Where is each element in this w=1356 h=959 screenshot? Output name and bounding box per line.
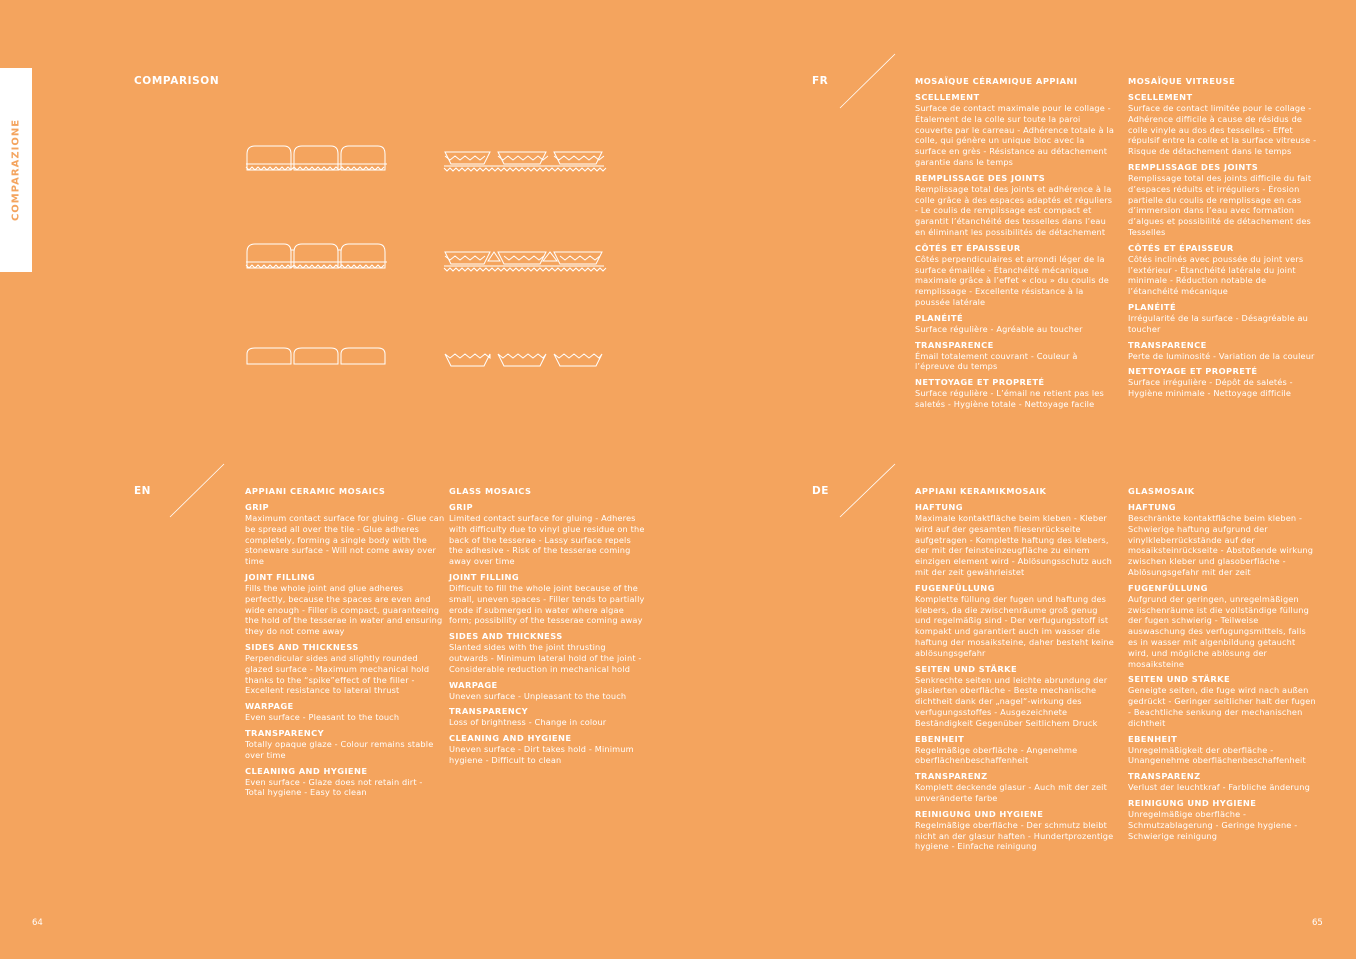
section-text: Surface régulière - Agréable au toucher (915, 323, 1083, 334)
section-heading: SEITEN UND STÄRKE (1128, 674, 1231, 685)
section-text: Loss of brightness - Change in colour (449, 717, 607, 728)
section-text: Irrégularité de la surface - Désagréable au toucher (1128, 312, 1309, 334)
section-heading: SEITEN UND STÄRKE (915, 663, 1018, 674)
page-heading: COMPARISON (134, 75, 220, 87)
ceramic-tiles-glued-diagram (246, 146, 387, 170)
section-text: Even surface - Pleasant to the touch (245, 712, 400, 723)
section-heading: EBENHEIT (915, 733, 965, 744)
section-text: Komplett deckende glasur - Auch mit der zeit unveränderte farbe (915, 782, 1107, 803)
section-heading: SIDES AND THICKNESS (245, 641, 359, 652)
section-text: Maximale kontaktfläche beim kleben - Kleber wird auf der gesamten fliesenrückseite aufgetragen - Komplette haftung des klebers, der mit der feinsteinzeugfläche zu einem einzigen element wird - Ablösungsschutz auch mit der zeit gewährleistet (915, 513, 1112, 577)
section-text: Geneigte seiten, die fuge wird nach außen gedrückt - Geringer seitlicher halt der fugen - Beachtliche senkung der mechanischen dichtheit (1128, 685, 1316, 728)
section-heading: TRANSPARENCY (245, 727, 325, 738)
section-text: Limited contact surface for gluing - Adheres with difficulty due to vinyl glue residue on the back of the tesserae - Lassy surface repels the adhesive - Risk of the tesserae coming away over time (449, 513, 645, 567)
section-text: Surface irrégulière - Dépôt de saletés - Hygiène minimale - Nettoyage difficile (1128, 377, 1293, 399)
lang-label-fr: FR (812, 75, 829, 87)
section-heading: WARPAGE (449, 679, 498, 690)
section-heading: GRIP (449, 502, 473, 512)
lang-label-en: EN (134, 485, 151, 497)
column-title: MOSAÏQUE CÉRAMIQUE APPIANI (915, 76, 1078, 86)
section-text: Remplissage total des joints et adhérence à la colle grâce à des espaces adaptés et réguliers - Le coulis de remplissage est compact et garantit l’étanchéité des tesselles dans l’eau en éliminant les possibilités de détachement (915, 183, 1113, 237)
fr-ceramic-column (915, 76, 1115, 415)
glass-tiles-joint-diagram (444, 252, 606, 271)
section-heading: TRANSPARENCY (449, 706, 529, 717)
section-text: Perpendicular sides and slightly rounded glazed surface - Maximum mechanical hold thanks to the “spike”effect of the filler - Excellent resistance to lateral thrust (245, 652, 430, 696)
section-text: Regelmäßige oberfläche - Der schmutz bleibt nicht an der glasur haften - Hundertprozentige hygiene - Einfache reinigung (915, 819, 1114, 852)
side-tab (0, 68, 32, 272)
section-text: Fills the whole joint and glue adheres perfectly, because the spaces are even and wide enough - Filler is compact, guaranteeing the hold of the tesserae in water and ensuring they do not come away (245, 582, 443, 637)
en-ceramic-column (245, 486, 445, 803)
section-text: Maximum contact surface for gluing - Glue can be spread all over the tile - Glue adheres completely, forming a single body with the stoneware surface - Will not come away over time (245, 513, 445, 567)
section-heading: PLANÉITÉ (915, 312, 964, 323)
column-title: APPIANI CERAMIC MOSAICS (245, 486, 386, 496)
section-text: Even surface - Glaze does not retain dirt - Total hygiene - Easy to clean (245, 776, 423, 798)
section-heading: NETTOYAGE ET PROPRETÉ (915, 377, 1045, 388)
section-heading: WARPAGE (245, 701, 294, 712)
section-heading: GRIP (245, 502, 269, 512)
column-title: GLASMOSAIK (1128, 486, 1195, 496)
section-heading: PLANÉITÉ (1128, 301, 1177, 312)
section-heading: FUGENFÜLLUNG (915, 582, 995, 593)
de-divider-line (838, 462, 898, 522)
section-heading: REMPLISSAGE DES JOINTS (915, 172, 1046, 183)
section-text: Difficult to fill the whole joint because of the small, uneven spaces - Filler tends to partially erode if submerged in water where algae form; possibility of the tesserae coming away (449, 582, 645, 626)
section-text: Perte de luminosité - Variation de la couleur (1128, 350, 1315, 361)
ceramic-tiles-surface-diagram (247, 348, 385, 364)
lang-label-de: DE (812, 485, 829, 497)
section-text: Côtés perpendiculaires et arrondi léger de la surface émaillée - Étanchéité mécanique maximale grâce à l’effet « clou » du coulis de remplissage - Excellente résistance à la poussée latérale (915, 253, 1109, 307)
section-heading: TRANSPARENCE (915, 339, 994, 350)
section-text: Émail totalement couvrant - Couleur à l’épreuve du temps (915, 350, 1078, 372)
glass-tiles-glued-diagram (444, 152, 606, 171)
column-title: APPIANI KERAMIKMOSAIK (915, 486, 1047, 496)
page-number-left: 64 (32, 918, 43, 928)
en-glass-column (449, 486, 645, 771)
section-heading: REINIGUNG UND HYGIENE (1128, 797, 1257, 808)
section-heading: NETTOYAGE ET PROPRETÉ (1128, 366, 1258, 377)
section-text: Beschränkte kontaktfläche beim kleben - Schwierige haftung aufgrund der vinylkleberrückstände auf der mosaiksteinrückseite - Abstoßende wirkung zwischen kleber und glasoberfläche - Ablösungsgefahr mit der zeit (1128, 513, 1314, 577)
section-heading: JOINT FILLING (449, 571, 520, 582)
comparison-illustrations (240, 140, 620, 380)
section-text: Verlust der leuchtkraf - Farbliche änderung (1128, 782, 1310, 793)
section-heading: SCELLEMENT (1128, 92, 1193, 102)
de-ceramic-column (915, 486, 1115, 857)
section-text: Remplissage total des joints difficile du fait d’espaces réduits et irréguliers - Érosion partielle du coulis de remplissage en cas d’immersion dans l’eau avec formation d’algues et possibilité de détachement des Tesselles (1128, 172, 1312, 237)
section-text: Aufgrund der geringen, unregelmäßigen zwischenräume ist die vollständige füllung der fugen schwierig - Teilweise auswaschung des verfugungsmittels, falls es in wasser mit algenbildung getaucht wird, und mögliche ablösung der mosaiksteine (1128, 593, 1309, 669)
section-heading: CLEANING AND HYGIENE (245, 765, 368, 776)
section-heading: CÔTÉS ET ÉPAISSEUR (1128, 242, 1234, 253)
section-heading: FUGENFÜLLUNG (1128, 582, 1208, 593)
section-heading: TRANSPARENZ (915, 771, 988, 782)
section-text: Senkrechte seiten und leichte abrundung der glasierten oberfläche - Beste mechanische dichtheit dank der „nagel“-wirkung des verfugungsstoffes - Ausgezeichnete Beständigkeit Gegenüber Seitlichem Druck (915, 674, 1108, 728)
section-text: Uneven surface - Dirt takes hold - Minimum hygiene - Difficult to clean (449, 744, 634, 765)
section-text: Unregelmäßige oberfläche - Schmutzablagerung - Geringe hygiene - Schwierige reinigung (1128, 808, 1298, 841)
section-heading: TRANSPARENCE (1128, 339, 1207, 350)
section-heading: CLEANING AND HYGIENE (449, 733, 572, 744)
section-text: Surface de contact limitée pour le collage - Adhérence difficile à cause de résidus de colle vinyle au dos des tesselles - Effet répulsif entre la colle et la surface vitreuse - Risque de détachement dans le temps (1128, 103, 1317, 157)
de-glass-column (1128, 486, 1318, 846)
section-text: Komplette füllung der fugen und haftung des klebers, da die zwischenräume groß genug und regelmäßig sind - Der verfugungsstoff ist kompakt und garantiert auch im wasser die haftung der mosaiksteine, daher besteht keine ablösungsgefahr (915, 593, 1114, 658)
fr-glass-column (1128, 76, 1318, 404)
section-text: Totally opaque glaze - Colour remains stable over time (245, 738, 434, 760)
section-text: Regelmäßige oberfläche - Angenehme oberflächenbeschaffenheit (915, 744, 1078, 766)
section-heading: SCELLEMENT (915, 92, 980, 102)
section-heading: TRANSPARENZ (1128, 771, 1201, 782)
section-heading: JOINT FILLING (245, 571, 316, 582)
section-text: Surface régulière - L’émail ne retient pas les saletés - Hygiène totale - Nettoyage facile (915, 388, 1104, 409)
column-title: GLASS MOSAICS (449, 486, 532, 496)
section-heading: HAFTUNG (915, 502, 963, 512)
section-text: Unregelmäßigkeit der oberfläche - Unangenehme oberflächenbeschaffenheit (1128, 744, 1306, 766)
side-tab-label: COMPARAZIONE (10, 118, 22, 222)
en-divider-line (168, 462, 228, 522)
section-text: Côtés inclinés avec poussée du joint vers l’extérieur - Étanchéité latérale du joint minimale - Réduction notable de l’étanchéité mécanique (1128, 253, 1304, 297)
section-heading: REMPLISSAGE DES JOINTS (1128, 161, 1259, 172)
section-text: Surface de contact maximale pour le collage - Étalement de la colle sur toute la paroi couverte par le carreau - Adhérence totale à la colle, qui génère un unique bloc avec la surface en grès - Résistance au détachement garantie dans le temps (915, 103, 1114, 167)
section-text: Uneven surface - Unpleasant to the touch (449, 690, 627, 701)
section-heading: HAFTUNG (1128, 502, 1176, 512)
glass-tiles-surface-diagram (445, 354, 602, 366)
section-text: Slanted sides with the joint thrusting outwards - Minimum lateral hold of the joint - Considerable reduction in mechanical hold (449, 642, 642, 674)
page-number-right: 65 (1312, 918, 1323, 928)
ceramic-tiles-joint-diagram (246, 244, 387, 268)
column-title: MOSAÏQUE VITREUSE (1128, 76, 1236, 86)
section-heading: EBENHEIT (1128, 733, 1178, 744)
section-heading: SIDES AND THICKNESS (449, 631, 563, 642)
fr-divider-line (838, 52, 898, 112)
section-heading: REINIGUNG UND HYGIENE (915, 808, 1044, 819)
section-heading: CÔTÉS ET ÉPAISSEUR (915, 242, 1021, 253)
